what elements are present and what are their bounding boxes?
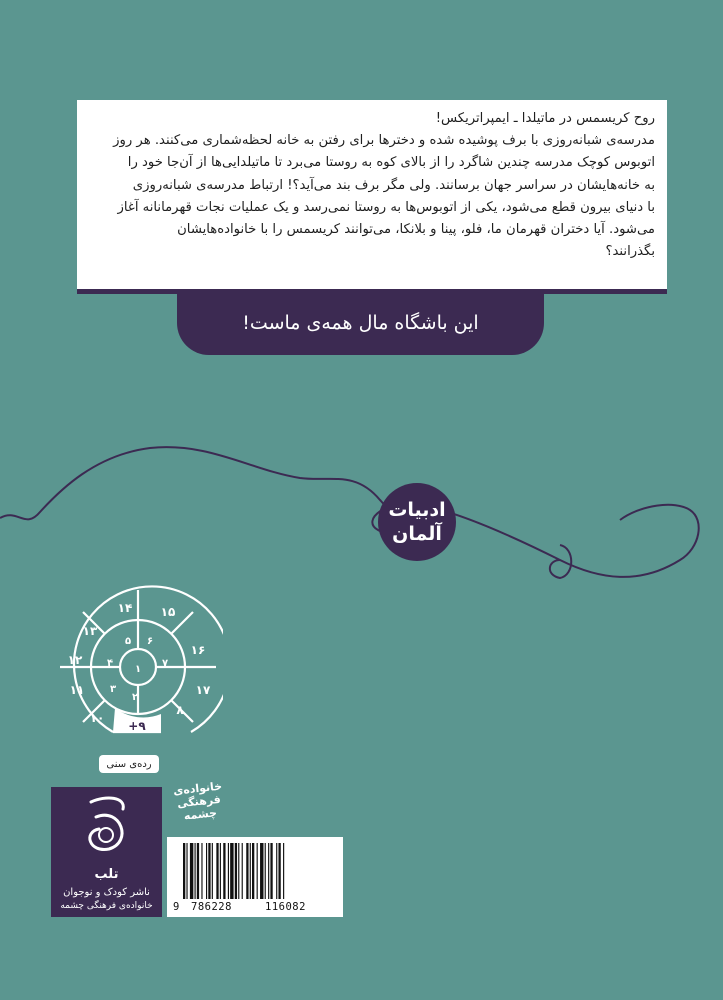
barcode-bar (246, 843, 248, 899)
barcode-bar (278, 843, 280, 899)
blurb-line: می‌شود. آیا دختران قهرمان ما، فلو، پینا و بلانکا، می‌توانند کریسمس را با خانواده‌هایشان (177, 222, 655, 238)
publisher-block (51, 787, 162, 917)
age-label: ۸ (176, 703, 184, 717)
literature-badge-line1: ادبیات (388, 499, 446, 521)
barcode-bar (223, 843, 225, 899)
barcode-bar (183, 843, 185, 899)
barcode-bar (250, 843, 251, 899)
age-label: ۵ (124, 636, 132, 647)
age-label: ۱۷ (195, 683, 211, 697)
barcode (167, 837, 343, 917)
barcode-digit-group: 9 (173, 901, 180, 913)
barcode-bar (197, 843, 199, 899)
age-label: ۴ (106, 658, 114, 669)
age-label: ۱۱ (69, 683, 85, 697)
barcode-bar (252, 843, 254, 899)
age-label: ۱۵ (160, 605, 176, 619)
barcode-bar (270, 843, 272, 899)
barcode-digit-group: 786228 (191, 901, 232, 913)
blurb-line: روح کریسمس در ماتیلدا ـ ایمپراتریکس! (435, 111, 655, 126)
barcode-bar (238, 843, 239, 899)
barcode-digit-group: 116082 (265, 901, 306, 913)
barcode-bars (167, 841, 343, 903)
age-label: ۱۶ (190, 643, 206, 657)
barcode-bar (230, 843, 233, 899)
barcode-bar (206, 843, 207, 899)
age-label: ۱۰ (89, 711, 105, 725)
age-label: ۱۲ (67, 653, 83, 667)
cheshmeh-logo-line: فرهنگی (176, 792, 222, 811)
age-label: ۱ (134, 664, 142, 675)
blurb-line: به خانه‌هایشان در سراسر جهان برسانند. ولی مگر برف بند می‌آید؟! ارتباط مدرسه‌ی شبانه‌روزی (132, 177, 655, 193)
age-label: ۷ (161, 658, 169, 669)
barcode-bar (257, 843, 258, 899)
barcode-bar (228, 843, 229, 899)
blurb-line: با دنیای بیرون قطع می‌شود، یکی از اتوبوس‌ها به روستا نمی‌رسد و یک عملیات نجات قهرمانانه آغاز (117, 199, 655, 215)
age-label: +۹ (128, 719, 146, 733)
cheshmeh-logo-line: خانواده‌ی (172, 779, 223, 798)
barcode-bar (268, 843, 269, 899)
age-wheel (53, 582, 223, 752)
blurb-line: اتوبوس کوچک مدرسه چندین شاگرد را از بالای کوه به روستا می‌برد تا ماتیلدایی‌ها از آن‌جا خود را (127, 155, 655, 171)
literature-badge (378, 483, 456, 561)
barcode-bar (276, 843, 277, 899)
age-label: ۳ (109, 684, 117, 695)
age-caption-text: رده‌ی سنی (106, 758, 152, 770)
literature-badge-line2: آلمان (392, 523, 442, 545)
age-label: ۶ (146, 636, 154, 647)
barcode-bar (201, 843, 202, 899)
tagline-banner (177, 291, 544, 355)
publisher-brand: تلب (94, 867, 119, 882)
barcode-bar (235, 843, 237, 899)
barcode-bar (212, 843, 213, 899)
blurb-line: بگذرانند؟ (605, 244, 655, 260)
age-caption (99, 755, 159, 773)
barcode-bar (283, 843, 284, 899)
age-label: ۲ (131, 692, 139, 703)
barcode-bar (265, 843, 266, 899)
barcode-bar (190, 843, 193, 899)
cheshmeh-logo-line: چشمه (183, 806, 218, 823)
blurb-panel (77, 100, 667, 294)
barcode-bar (208, 843, 210, 899)
publisher-parent: خانواده‌ی فرهنگی چشمه (60, 901, 153, 911)
publisher-logo-icon (51, 787, 162, 867)
barcode-bar (220, 843, 221, 899)
publisher-tagline: ناشر کودک و نوجوان (63, 887, 150, 898)
barcode-bar (216, 843, 218, 899)
tagline-text: این باشگاه مال همه‌ی ماست! (242, 312, 479, 334)
barcode-bar (260, 843, 263, 899)
age-label: ۱۴ (117, 601, 133, 615)
age-label: ۱۳ (82, 624, 98, 638)
barcode-bar (195, 843, 196, 899)
barcode-bar (186, 843, 187, 899)
blurb-line: مدرسه‌ی شبانه‌روزی با برف پوشیده شده و دخترها برای رفتن به خانه لحظه‌شماری می‌کنند. هر روز (113, 133, 655, 149)
cheshmeh-logo (166, 779, 232, 824)
barcode-bar (242, 843, 243, 899)
